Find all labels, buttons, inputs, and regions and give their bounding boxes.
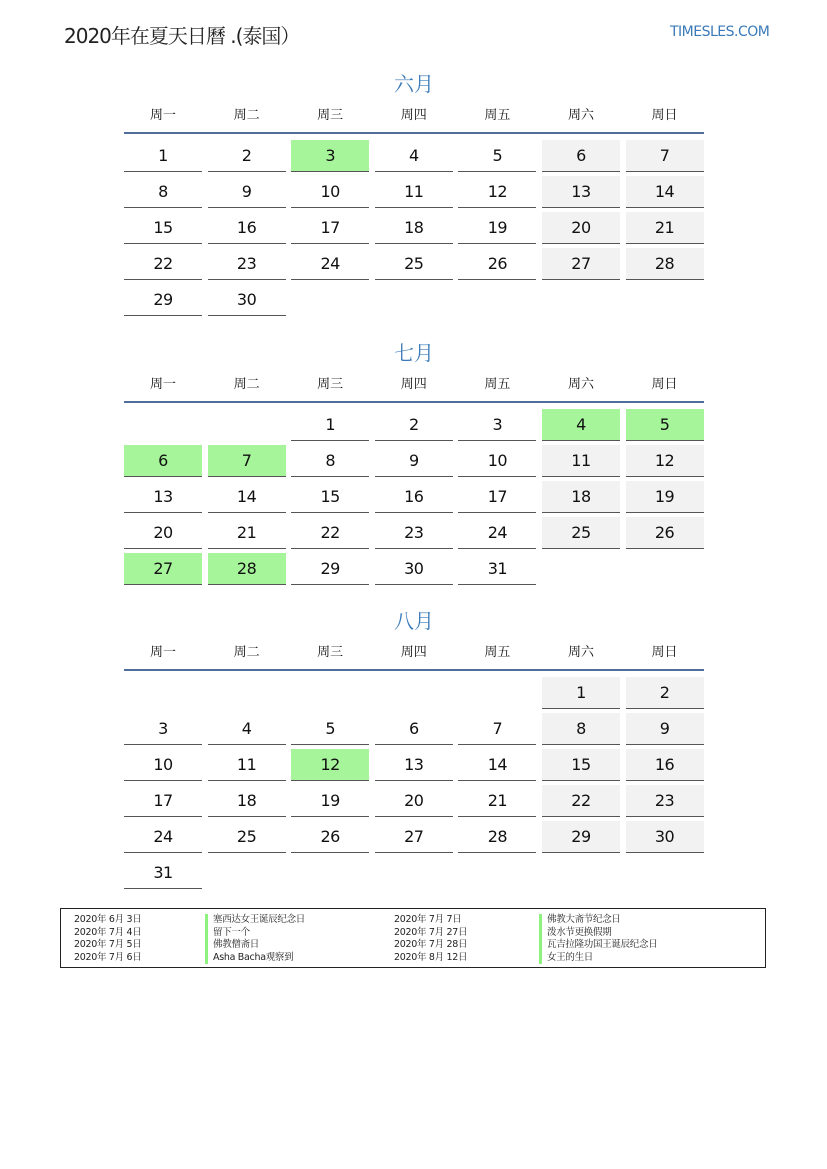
- day-cell: 4: [375, 140, 453, 172]
- header-rule: [124, 401, 704, 403]
- day-cell: 15: [124, 212, 202, 244]
- day-cell: 8: [291, 445, 369, 477]
- day-cell: 12: [626, 445, 704, 477]
- weekday-label: 周日: [651, 645, 678, 660]
- weekday-label: 周六: [567, 645, 594, 660]
- day-cell: 2: [208, 140, 286, 172]
- day-cell: 22: [124, 248, 202, 280]
- legend-dates-left: [74, 914, 142, 964]
- day-cell: 10: [458, 445, 536, 477]
- holiday-day-cell: 27: [124, 553, 202, 585]
- day-cell: 11: [542, 445, 620, 477]
- day-cell: 25: [542, 517, 620, 549]
- day-cell: 30: [375, 553, 453, 585]
- day-cell: 1: [124, 140, 202, 172]
- weekday-label: 周一: [149, 645, 176, 660]
- day-cell: 17: [458, 481, 536, 513]
- day-cell: 21: [626, 212, 704, 244]
- legend-holiday-name: 留下一个: [205, 927, 305, 940]
- day-cell: 27: [375, 821, 453, 853]
- day-cell: 1: [542, 677, 620, 709]
- legend-date: 2020年 7月 7日: [394, 914, 462, 925]
- day-cell: 9: [208, 176, 286, 208]
- legend-date: 2020年 8月 12日: [394, 951, 468, 963]
- day-cell: 18: [208, 785, 286, 817]
- day-cell: 20: [542, 212, 620, 244]
- weekday-header: [124, 373, 704, 397]
- day-cell: 31: [124, 857, 202, 889]
- empty-cell: [124, 409, 202, 441]
- holiday-day-cell: 6: [124, 445, 202, 477]
- day-cell: 29: [124, 284, 202, 316]
- day-cell: 15: [542, 749, 620, 781]
- legend-holiday-name: 塞西达女王诞辰纪念日: [205, 914, 305, 927]
- day-cell: 16: [208, 212, 286, 244]
- day-cell: 25: [375, 248, 453, 280]
- legend-holiday-name: 佛教大斋节纪念日: [539, 914, 657, 927]
- weekday-label: 周一: [149, 377, 176, 392]
- weekday-label: 周二: [233, 108, 260, 123]
- legend-names-right: [539, 914, 657, 964]
- day-cell: 29: [542, 821, 620, 853]
- day-cell: 5: [458, 140, 536, 172]
- weekday-header: [124, 641, 704, 665]
- day-cell: 20: [375, 785, 453, 817]
- legend-dates-right: [394, 914, 467, 964]
- day-cell: 19: [626, 481, 704, 513]
- day-cell: 2: [375, 409, 453, 441]
- day-cell: 30: [208, 284, 286, 316]
- day-cell: 10: [124, 749, 202, 781]
- day-cell: 17: [291, 212, 369, 244]
- weekday-label: 周三: [317, 645, 344, 660]
- day-cell: 18: [375, 212, 453, 244]
- day-cell: 19: [458, 212, 536, 244]
- weekday-label: 周五: [484, 108, 511, 123]
- day-cell: 6: [542, 140, 620, 172]
- day-cell: 14: [626, 176, 704, 208]
- day-cell: 25: [208, 821, 286, 853]
- brand-link[interactable]: TIMESLES.COM: [670, 24, 770, 40]
- holiday-day-cell: 5: [626, 409, 704, 441]
- legend-holiday-name: 女王的生日: [539, 952, 657, 965]
- weekday-label: 周四: [400, 645, 427, 660]
- day-cell: 11: [375, 176, 453, 208]
- weekday-label: 周五: [484, 377, 511, 392]
- month-june: [124, 70, 704, 318]
- weekday-label: 周六: [567, 108, 594, 123]
- day-cell: 26: [626, 517, 704, 549]
- day-cell: 13: [375, 749, 453, 781]
- day-cell: 18: [542, 481, 620, 513]
- month-title: 七月: [394, 341, 434, 365]
- day-cell: 13: [124, 481, 202, 513]
- month-july: [124, 339, 704, 587]
- day-cell: 28: [458, 821, 536, 853]
- day-cell: 26: [291, 821, 369, 853]
- weekday-label: 周五: [484, 645, 511, 660]
- day-cell: 13: [542, 176, 620, 208]
- holiday-day-cell: 4: [542, 409, 620, 441]
- legend-date: 2020年 7月 28日: [394, 939, 468, 950]
- day-cell: 21: [458, 785, 536, 817]
- day-cell: 24: [458, 517, 536, 549]
- holiday-day-cell: 3: [291, 140, 369, 172]
- day-cell: 31: [458, 553, 536, 585]
- legend-holiday-name: Asha Bacha观察到: [205, 952, 305, 965]
- legend-names-left: [205, 914, 305, 964]
- day-cell: 26: [458, 248, 536, 280]
- legend-date: 2020年 7月 5日: [74, 939, 142, 950]
- day-grid: [124, 138, 704, 318]
- day-cell: 3: [124, 713, 202, 745]
- day-cell: 28: [626, 248, 704, 280]
- month-august: [124, 607, 704, 891]
- day-cell: 9: [375, 445, 453, 477]
- day-cell: 24: [124, 821, 202, 853]
- day-cell: 9: [626, 713, 704, 745]
- empty-cell: [375, 677, 453, 709]
- day-cell: 27: [542, 248, 620, 280]
- header-rule: [124, 669, 704, 671]
- header-rule: [124, 132, 704, 134]
- day-cell: 11: [208, 749, 286, 781]
- empty-cell: [208, 409, 286, 441]
- day-cell: 14: [208, 481, 286, 513]
- day-cell: 8: [542, 713, 620, 745]
- holiday-legend: [60, 908, 766, 968]
- day-cell: 1: [291, 409, 369, 441]
- legend-date: 2020年 7月 27日: [394, 926, 468, 938]
- empty-cell: [124, 677, 202, 709]
- day-cell: 8: [124, 176, 202, 208]
- day-cell: 20: [124, 517, 202, 549]
- legend-date: 2020年 7月 6日: [74, 951, 142, 963]
- empty-cell: [208, 677, 286, 709]
- day-cell: 29: [291, 553, 369, 585]
- page-title: 2020年在夏天日曆 .(泰国）: [64, 24, 300, 48]
- legend-date: 2020年 7月 4日: [74, 926, 142, 938]
- day-cell: 4: [208, 713, 286, 745]
- day-cell: 23: [626, 785, 704, 817]
- day-cell: 14: [458, 749, 536, 781]
- day-cell: 3: [458, 409, 536, 441]
- day-cell: 15: [291, 481, 369, 513]
- legend-date: 2020年 6月 3日: [74, 914, 142, 925]
- day-cell: 22: [291, 517, 369, 549]
- legend-holiday-name: 佛教僧斋日: [205, 939, 305, 952]
- weekday-label: 周六: [567, 377, 594, 392]
- day-cell: 7: [626, 140, 704, 172]
- weekday-label: 周四: [400, 108, 427, 123]
- day-grid: [124, 407, 704, 587]
- day-cell: 30: [626, 821, 704, 853]
- weekday-label: 周二: [233, 377, 260, 392]
- holiday-day-cell: 28: [208, 553, 286, 585]
- day-cell: 21: [208, 517, 286, 549]
- day-cell: 16: [626, 749, 704, 781]
- day-cell: 23: [208, 248, 286, 280]
- day-cell: 24: [291, 248, 369, 280]
- weekday-label: 周四: [400, 377, 427, 392]
- holiday-day-cell: 7: [208, 445, 286, 477]
- legend-holiday-name: 瓦吉拉隆功国王诞辰纪念日: [539, 939, 657, 952]
- day-cell: 22: [542, 785, 620, 817]
- legend-holiday-name: 泼水节更换假期: [539, 927, 657, 940]
- weekday-label: 周三: [317, 108, 344, 123]
- day-grid: [124, 675, 704, 891]
- day-cell: 19: [291, 785, 369, 817]
- day-cell: 6: [375, 713, 453, 745]
- weekday-label: 周二: [233, 645, 260, 660]
- weekday-label: 周日: [651, 108, 678, 123]
- day-cell: 12: [458, 176, 536, 208]
- weekday-label: 周三: [317, 377, 344, 392]
- weekday-header: [124, 104, 704, 128]
- holiday-day-cell: 12: [291, 749, 369, 781]
- day-cell: 5: [291, 713, 369, 745]
- day-cell: 10: [291, 176, 369, 208]
- empty-cell: [458, 677, 536, 709]
- day-cell: 7: [458, 713, 536, 745]
- day-cell: 17: [124, 785, 202, 817]
- weekday-label: 周日: [651, 377, 678, 392]
- weekday-label: 周一: [149, 108, 176, 123]
- month-title: 六月: [394, 72, 434, 96]
- month-title: 八月: [394, 609, 434, 633]
- day-cell: 2: [626, 677, 704, 709]
- day-cell: 23: [375, 517, 453, 549]
- empty-cell: [291, 677, 369, 709]
- day-cell: 16: [375, 481, 453, 513]
